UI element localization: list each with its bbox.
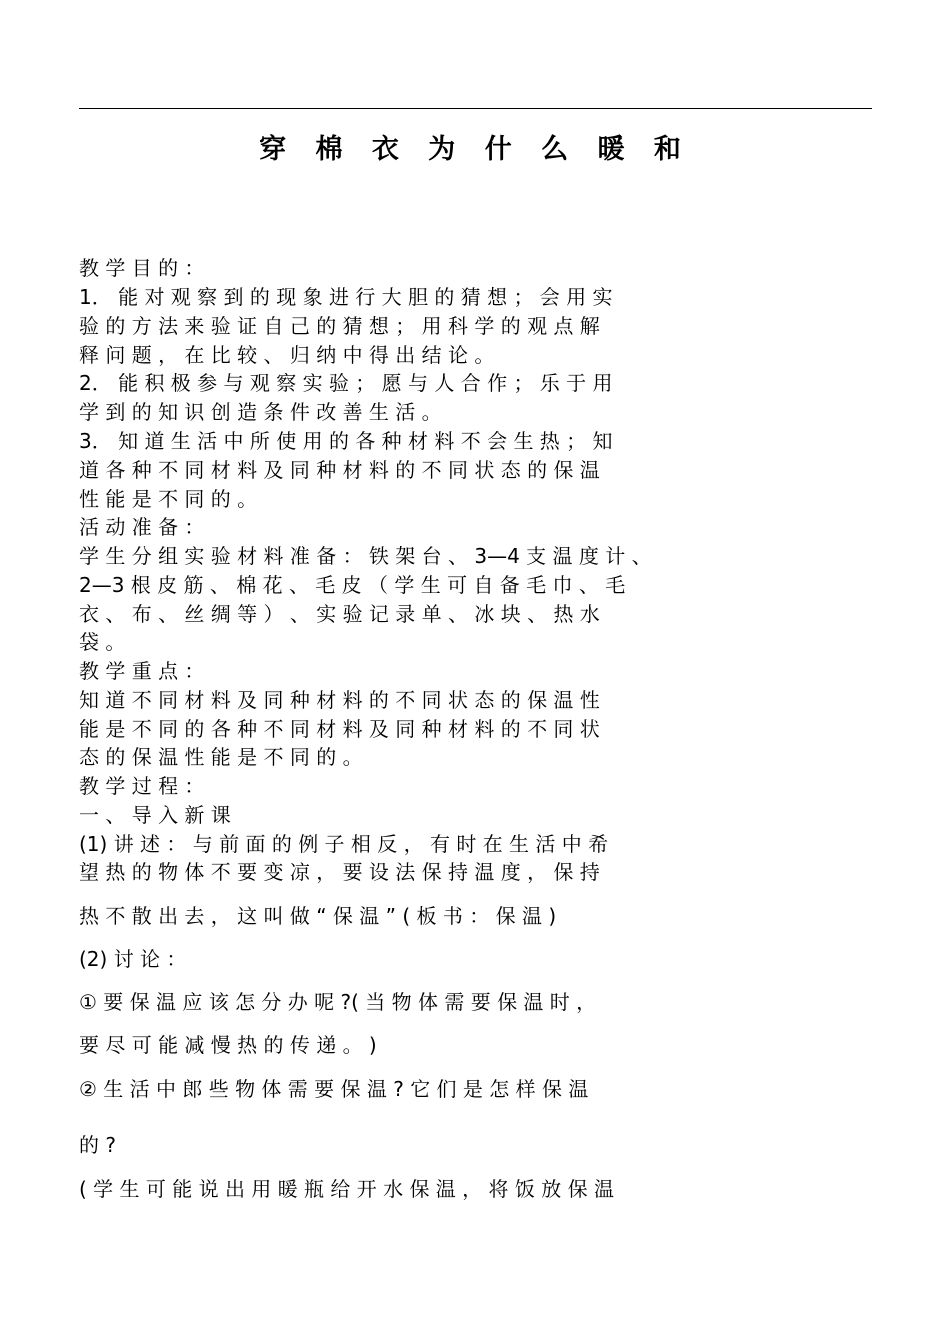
section-heading-preparation: 活 动 准 备 ： [79,515,205,539]
text-line: 热 不 散 出 去 ， 这 叫 做 “ 保 温 ” ( 板 书 ： 保 温 ) [79,904,557,928]
text-line: 释 问 题 ， 在 比 较 、 归 纳 中 得 出 结 论 。 [79,343,495,367]
text-line: 能 是 不 同 的 各 种 不 同 材 料 及 同 种 材 料 的 不 同 状 [79,717,600,741]
text-line: 1． 能 对 观 察 到 的 现 象 进 行 大 胆 的 猜 想 ； 会 用 实 [79,285,613,309]
text-line: 要 尽 可 能 减 慢 热 的 传 递 。 ) [79,1033,377,1057]
text-line: 知 道 不 同 材 料 及 同 种 材 料 的 不 同 状 态 的 保 温 性 [79,688,600,712]
text-line: ② 生 活 中 郎 些 物 体 需 要 保 温 ? 它 们 是 怎 样 保 温 [79,1077,589,1101]
page-title: 穿 棉 衣 为 什 么 暖 和 [259,134,691,165]
text-line: (2) 讨 论 ： [79,947,187,971]
section-heading-focus: 教 学 重 点 ： [79,659,205,683]
text-line: 学 生 分 组 实 验 材 料 准 备 ： 铁 架 台 、 3—4 支 温 度 计 、 [79,544,652,568]
text-line: 3． 知 道 生 活 中 所 使 用 的 各 种 材 料 不 会 生 热 ； 知 [79,429,613,453]
text-line: ( 学 生 可 能 说 出 用 暖 瓶 给 开 水 保 温 ， 将 饭 放 保 温 [79,1177,614,1201]
subsection-heading: 一 、 导 入 新 课 [79,803,231,827]
text-line: 道 各 种 不 同 材 料 及 同 种 材 料 的 不 同 状 态 的 保 温 [79,458,600,482]
text-line: 袋 。 [79,630,126,654]
text-line: 性 能 是 不 同 的 。 [79,487,258,511]
text-line: (1) 讲 述 ： 与 前 面 的 例 子 相 反 ， 有 时 在 生 活 中 希 [79,832,609,856]
text-line: ① 要 保 温 应 该 怎 分 办 呢 ?( 当 物 体 需 要 保 温 时 ， [79,990,597,1014]
text-line: 2—3 根 皮 筋 、 棉 花 、 毛 皮 （ 学 生 可 自 备 毛 巾 、 毛 [79,573,626,597]
text-line: 的 ? [79,1133,116,1157]
text-line: 态 的 保 温 性 能 是 不 同 的 。 [79,745,363,769]
text-line: 望 热 的 物 体 不 要 变 凉 ， 要 设 法 保 持 温 度 ， 保 持 [79,860,600,884]
text-line: 学 到 的 知 识 创 造 条 件 改 善 生 活 。 [79,400,442,424]
header-rule [79,108,872,109]
section-heading-objectives: 教 学 目 的 ： [79,256,205,280]
text-line: 2． 能 积 极 参 与 观 察 实 验 ； 愿 与 人 合 作 ； 乐 于 用 [79,371,613,395]
text-line: 衣 、 布 、 丝 绸 等 ） 、 实 验 记 录 单 、 冰 块 、 热 水 [79,602,600,626]
text-line: 验 的 方 法 来 验 证 自 己 的 猜 想 ； 用 科 学 的 观 点 解 [79,314,600,338]
section-heading-process: 教 学 过 程 ： [79,774,205,798]
